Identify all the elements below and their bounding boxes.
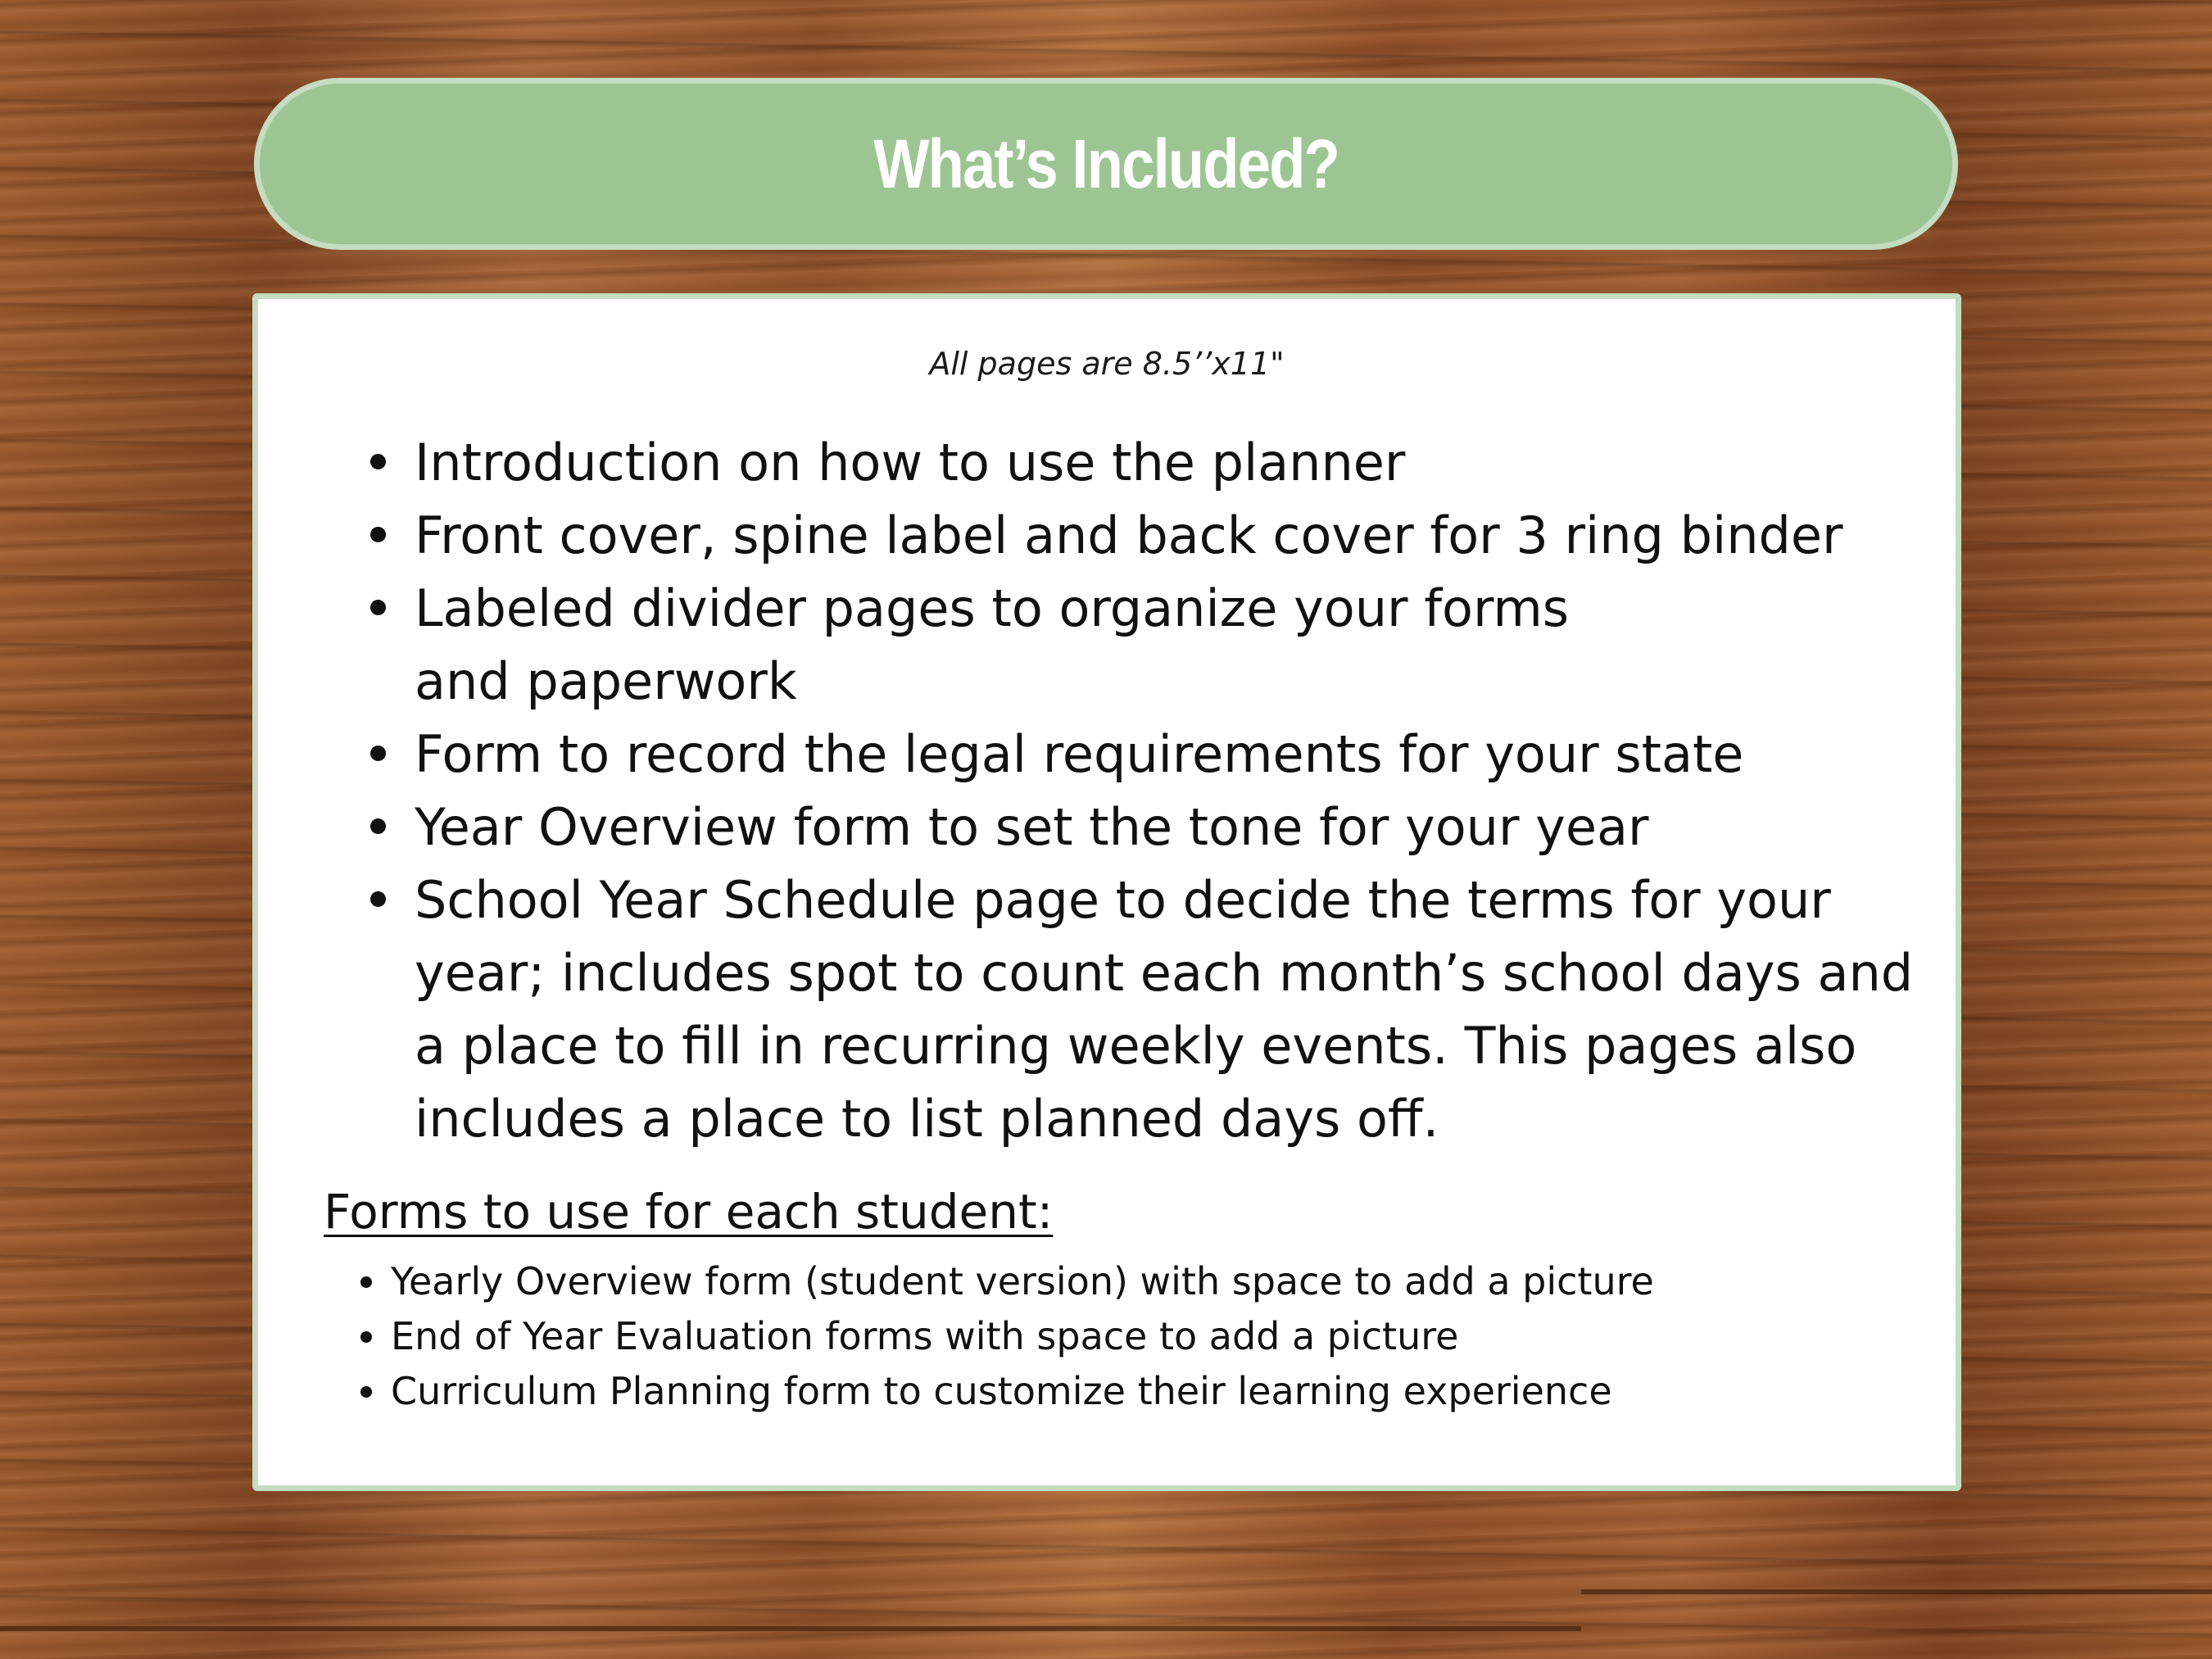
list-item-text: Form to record the legal requirements for your state [415, 724, 1744, 784]
page-size-note: All pages are 8.5’’x11" [929, 346, 1285, 382]
list-item-text: Front cover, spine label and back cover for 3 ring binder [415, 505, 1843, 565]
bullet-icon [370, 891, 386, 907]
bullet-icon [370, 600, 386, 615]
wood-plank-seam [1581, 1589, 2212, 1594]
list-item [415, 791, 1938, 863]
included-items-list [415, 426, 1938, 1155]
bullet-icon [370, 527, 386, 542]
list-item-text: Labeled divider pages to organize your forms and paperwork [415, 578, 1570, 711]
list-item [415, 572, 1676, 718]
student-forms-list [391, 1254, 1931, 1419]
header-banner [254, 78, 1958, 250]
content-card [252, 293, 1961, 1491]
bullet-icon [360, 1331, 372, 1343]
list-item [415, 863, 1922, 1155]
wood-plank-seam [0, 1626, 1581, 1631]
list-item [391, 1309, 1931, 1364]
bullet-icon [360, 1386, 372, 1398]
list-item [415, 718, 1938, 791]
list-item-text: End of Year Evaluation forms with space to add a picture [391, 1314, 1459, 1358]
list-item-text: Yearly Overview form (student version) with space to add a picture [391, 1259, 1654, 1303]
bullet-icon [370, 454, 386, 469]
bullet-icon [370, 746, 386, 761]
list-item-text: Year Overview form to set the tone for your year [415, 797, 1649, 857]
bullet-icon [370, 818, 386, 834]
list-item-text: Introduction on how to use the planner [415, 433, 1406, 492]
bullet-icon [360, 1276, 372, 1288]
list-item [391, 1254, 1931, 1309]
page-title: What’s Included? [873, 125, 1339, 202]
student-forms-heading: Forms to use for each student: [324, 1184, 1054, 1240]
list-item [415, 499, 1938, 572]
list-item [391, 1364, 1931, 1419]
list-item [415, 426, 1938, 499]
list-item-text: School Year Schedule page to decide the terms for your year; includes spot to count each month’s school days and a place to fill in recurring weekly events. This pages also includes a place to list planned days off. [415, 870, 1914, 1149]
list-item-text: Curriculum Planning form to customize their learning experience [391, 1369, 1612, 1413]
